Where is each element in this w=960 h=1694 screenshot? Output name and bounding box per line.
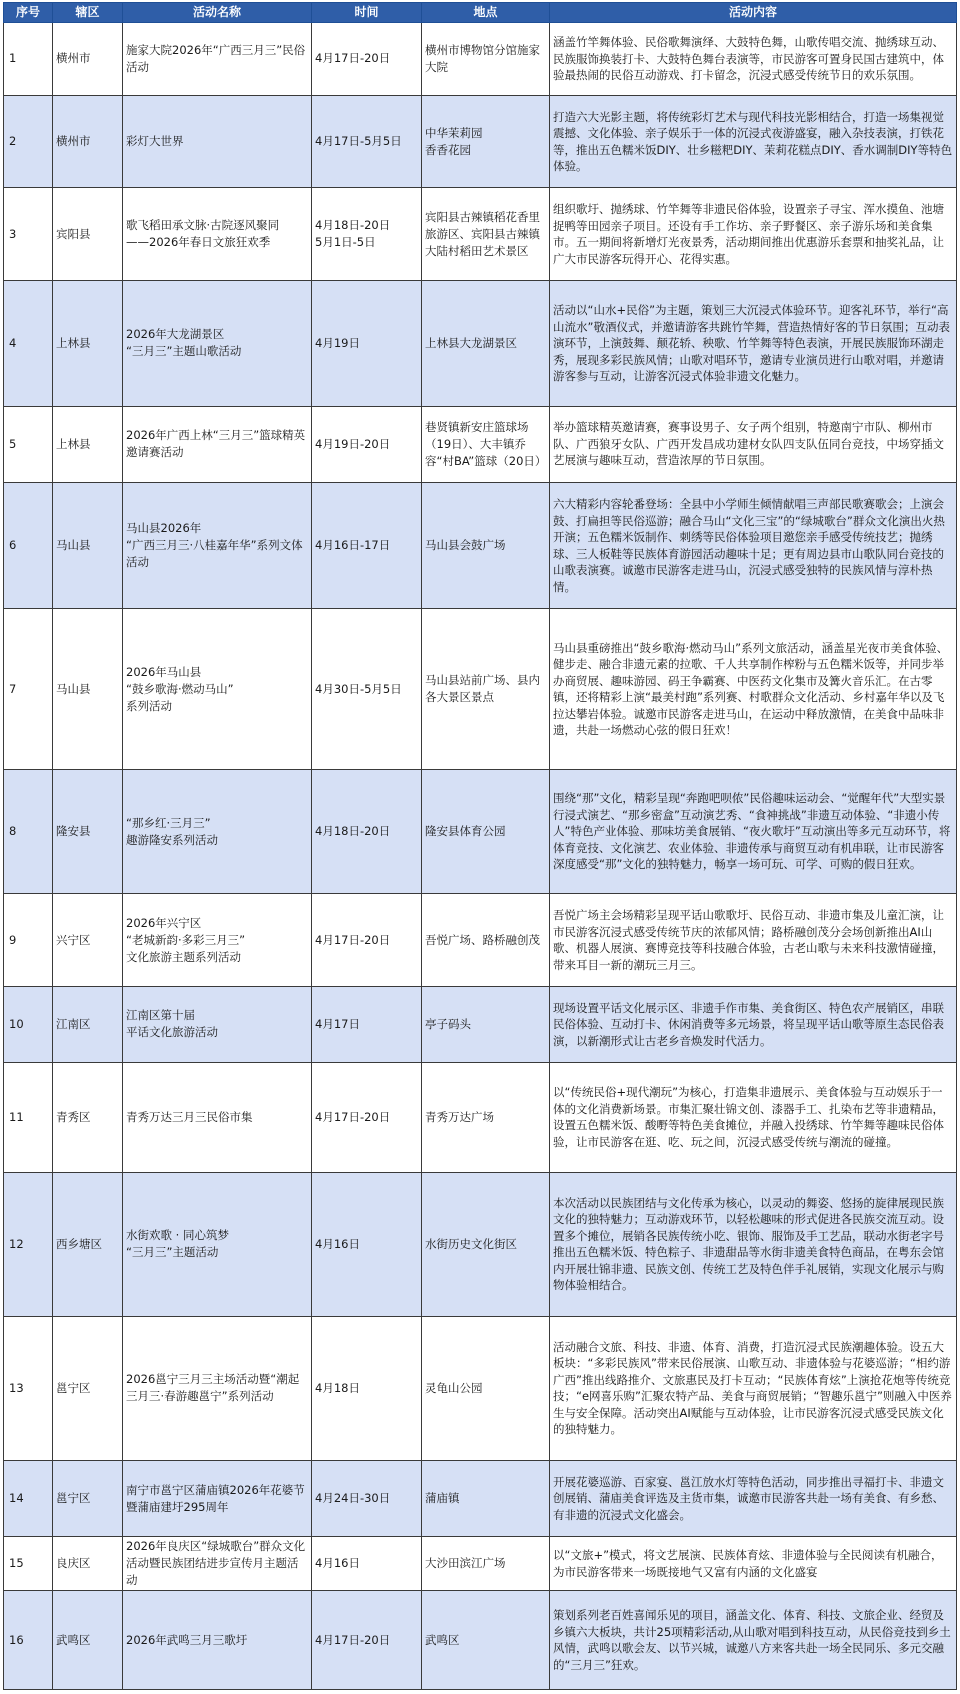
row-index: 9 [4, 894, 53, 987]
row-content: 策划系列老百姓喜闻乐见的项目，涵盖文化、体育、科技、文旅企业、经贸及乡镇六大板块，共计25项精彩活动,从山歌对唱到科技互动，从民俗竞技到乡土风情，武鸣以歌会友、以节兴城，诚邀八方来客共赴一场全民同乐、多元交融的“三月三”狂欢。 [550, 1591, 957, 1690]
row-index: 7 [4, 609, 53, 769]
row-index: 15 [4, 1537, 53, 1591]
row-content: 六大精彩内容轮番登场：全县中小学师生倾情献唱三声部民歌赛歌会；上演会鼓、打扁担等民俗巡游；融合马山“文化三宝”的“绿城歌台”群众文化演出火热开演；五色糯米饭制作、刺绣等民俗体验项目邀您亲手感受传统技艺；抛绣球、三人板鞋等民族体育游园活动趣味十足；更有周边县市山歌队同台竞技的山歌表演赛。诚邀市民游客走进马山，沉浸式感受独特的民族风情与淳朴热情。 [550, 482, 957, 609]
row-time: 4月17日-20日 [312, 1591, 422, 1690]
row-place: 吾悦广场、路桥融创茂 [422, 894, 550, 987]
row-district: 兴宁区 [53, 894, 123, 987]
table-body [4, 23, 957, 1690]
row-activity-name: 马山县2026年 “广西三月三·八桂嘉年华”系列文体活动 [123, 482, 312, 609]
table-row [4, 1591, 957, 1690]
row-time: 4月17日 [312, 986, 422, 1062]
row-activity-name: 歌飞稻田承文脉·古院逐风聚同 ——2026年春日文旅狂欢季 [123, 188, 312, 281]
table-row [4, 188, 957, 281]
row-index: 12 [4, 1173, 53, 1317]
row-district: 马山县 [53, 609, 123, 769]
header-place: 地点 [422, 3, 550, 23]
table-row [4, 986, 957, 1062]
row-activity-name: 2026年广西上林“三月三”篮球精英邀请赛活动 [123, 406, 312, 482]
row-time: 4月18日-20日 [312, 769, 422, 894]
row-activity-name: 2026年武鸣三月三歌圩 [123, 1591, 312, 1690]
row-index: 13 [4, 1316, 53, 1461]
row-place: 水街历史文化街区 [422, 1173, 550, 1317]
row-activity-name: 水街欢歌 · 同心筑梦 “三月三”主题活动 [123, 1173, 312, 1317]
row-content: 围绕“那”文化，精彩呈现“奔跑吧呗侬”民俗趣味运动会、“觉醒年代”大型实景行浸式演艺、“那乡密盒”互动演艺秀、“食神挑战”非遗互动体验、“非遗小传人”特色产业体验、那味坊美食展销、“夜火歌圩”互动演出等多元互动环节，将体育竞技、文化演艺、农业体验、非遗传承与商贸互动有机串联，让市民游客深度感受“那”文化的独特魅力，畅享一场可玩、可学、可购的假日狂欢。 [550, 769, 957, 894]
row-district: 横州市 [53, 23, 123, 96]
row-district: 上林县 [53, 406, 123, 482]
header-time: 时间 [312, 3, 422, 23]
row-district: 邕宁区 [53, 1316, 123, 1461]
table-row [4, 95, 957, 188]
header-index: 序号 [4, 3, 53, 23]
row-time: 4月19日-20日 [312, 406, 422, 482]
header-row [4, 3, 957, 23]
row-place: 大沙田滨江广场 [422, 1537, 550, 1591]
row-content: 马山县重磅推出“鼓乡歌海·燃动马山”系列文旅活动，涵盖星光夜市美食体验、健步走、融合非遗元素的拉歌、千人共享制作榨粉与五色糯米饭等，并同步举办商贸展、趣味游园、码王争霸赛、中医药文化集市及篝火音乐汇。在古零镇，还将精彩上演“最美村跑”系列赛、村歌群众文化活动、乡村嘉年华以及飞拉达攀岩体验。诚邀市民游客走进马山，在运动中释放激情，在美食中品味非遗，共赴一场燃动心弦的假日狂欢！ [550, 609, 957, 769]
row-district: 良庆区 [53, 1537, 123, 1591]
row-place: 巷贤镇新安庄篮球场（19日）、大丰镇乔容“村BA”篮球（20日） [422, 406, 550, 482]
row-place: 横州市博物馆分馆施家大院 [422, 23, 550, 96]
row-time: 4月30日-5月5日 [312, 609, 422, 769]
row-place: 马山县站前广场、县内各大景区景点 [422, 609, 550, 769]
row-place: 中华茉莉园 香香花园 [422, 95, 550, 188]
row-content: 本次活动以民族团结与文化传承为核心，以灵动的舞姿、悠扬的旋律展现民族文化的独特魅力；互动游戏环节，以轻松趣味的形式促进各民族交流互动。设置多个摊位，展销各民族传统小吃、银饰、服饰及手工艺品，联动水街老字号推出五色糯米饭、特色粽子、非遗甜品等水街非遗美食特色商品，在粤东会馆内开展壮锦非遗、民族文创、传统工艺及特色伴手礼展销，实现文化展示与购物体验相结合。 [550, 1173, 957, 1317]
table-row [4, 1316, 957, 1461]
row-district: 宾阳县 [53, 188, 123, 281]
row-index: 11 [4, 1062, 53, 1172]
row-place: 武鸣区 [422, 1591, 550, 1690]
row-index: 5 [4, 406, 53, 482]
row-place: 宾阳县古辣镇稻花香里旅游区、宾阳县古辣镇大陆村稻田艺术景区 [422, 188, 550, 281]
row-activity-name: 2026年马山县 “鼓乡歌海·燃动马山” 系列活动 [123, 609, 312, 769]
row-activity-name: 施家大院2026年“广西三月三”民俗活动 [123, 23, 312, 96]
row-activity-name: 南宁市邕宁区蒲庙镇2026年花婆节暨蒲庙建圩295周年 [123, 1461, 312, 1537]
row-activity-name: 彩灯大世界 [123, 95, 312, 188]
row-place: 上林县大龙湖景区 [422, 280, 550, 406]
row-time: 4月19日 [312, 280, 422, 406]
row-activity-name: 2026邕宁三月三主场活动暨“潮起三月三·春游趣邕宁”系列活动 [123, 1316, 312, 1461]
row-index: 4 [4, 280, 53, 406]
row-time: 4月18日 [312, 1316, 422, 1461]
row-time: 4月24日-30日 [312, 1461, 422, 1537]
row-district: 西乡塘区 [53, 1173, 123, 1317]
row-index: 14 [4, 1461, 53, 1537]
header-activity-name: 活动名称 [123, 3, 312, 23]
row-activity-name: 江南区第十届 平话文化旅游活动 [123, 986, 312, 1062]
row-activity-name: 2026年大龙湖景区 “三月三”主题山歌活动 [123, 280, 312, 406]
row-time: 4月16日-17日 [312, 482, 422, 609]
row-content: 举办篮球精英邀请赛，赛事设男子、女子两个组别，特邀南宁市队、柳州市队、广西狼牙女队、广西开发昌成功建材女队四支队伍同台竞技，中场穿插文艺展演与趣味互动，营造浓厚的节日氛围。 [550, 406, 957, 482]
row-activity-name: 2026年兴宁区 “老城新韵·多彩三月三” 文化旅游主题系列活动 [123, 894, 312, 987]
row-district: 上林县 [53, 280, 123, 406]
row-time: 4月17日-20日 [312, 1062, 422, 1172]
row-content: 现场设置平话文化展示区、非遗手作市集、美食街区、特色农产展销区，串联民俗体验、互动打卡、休闲消费等多元场景，将呈现平话山歌等原生态民俗表演，以新潮形式让古老乡音焕发时代活力。 [550, 986, 957, 1062]
row-content: 打造六大光影主题，将传统彩灯艺术与现代科技光影相结合，打造一场集视觉震撼、文化体验、亲子娱乐于一体的沉浸式夜游盛宴，融入杂技表演，打铁花等，推出五色糯米饭DIY、壮乡糍粑DIY、茉莉花糕点DIY、香水调制DIY等特色体验。 [550, 95, 957, 188]
row-activity-name: “那乡红·三月三” 趣游隆安系列活动 [123, 769, 312, 894]
row-index: 10 [4, 986, 53, 1062]
row-place: 青秀万达广场 [422, 1062, 550, 1172]
table-row [4, 280, 957, 406]
row-time: 4月17日-5月5日 [312, 95, 422, 188]
row-content: 组织歌圩、抛绣球、竹竿舞等非遗民俗体验，设置亲子寻宝、浑水摸鱼、池塘捉鸭等田园亲子项目。还设有手工作坊、亲子野餐区、亲子游乐场和美食集市。五一期间将新增灯光夜景秀，活动期间推出优惠游乐套票和抽奖礼品，让广大市民游客玩得开心、花得实惠。 [550, 188, 957, 281]
table-row [4, 1062, 957, 1172]
row-index: 8 [4, 769, 53, 894]
row-place: 蒲庙镇 [422, 1461, 550, 1537]
row-content: 以“文旅+”模式，将文艺展演、民族体育炫、非遗体验与全民阅读有机融合，为市民游客带来一场既接地气又富有内涵的文化盛宴 [550, 1537, 957, 1591]
table-row [4, 1537, 957, 1591]
table-row [4, 406, 957, 482]
table-row [4, 609, 957, 769]
row-district: 邕宁区 [53, 1461, 123, 1537]
table-row [4, 482, 957, 609]
table-row [4, 769, 957, 894]
header-district: 辖区 [53, 3, 123, 23]
row-district: 江南区 [53, 986, 123, 1062]
row-content: 涵盖竹竿舞体验、民俗歌舞演绎、大鼓特色舞，山歌传唱交流、抛绣球互动、民族服饰换装打卡、大鼓特色舞台表演等，市民游客可置身民国古建筑中，体验最热闹的民俗互动游戏、打卡留念，沉浸式感受传统节日的欢乐氛围。 [550, 23, 957, 96]
row-content: 吾悦广场主会场精彩呈现平话山歌歌圩、民俗互动、非遗市集及儿童汇演，让市民游客沉浸式感受传统节庆的浓郁风情；路桥融创茂分会场创新推出AI山歌、机器人展演、赛博竞技等科技融合体验，古老山歌与未来科技激情碰撞，带来耳目一新的潮玩三月三。 [550, 894, 957, 987]
table-row [4, 894, 957, 987]
table-row [4, 23, 957, 96]
table-row [4, 1461, 957, 1537]
row-district: 隆安县 [53, 769, 123, 894]
row-time: 4月16日 [312, 1173, 422, 1317]
row-content: 以“传统民俗+现代潮玩”为核心，打造集非遗展示、美食体验与互动娱乐于一体的文化消费新场景。市集汇聚壮锦文创、漆器手工、扎染布艺等非遗精品，设置五色糯米饭、酸嘢等特色美食摊位，并融入投绣球、竹竿舞等趣味民俗体验，让市民游客在逛、吃、玩之间，沉浸式感受传统与潮流的碰撞。 [550, 1062, 957, 1172]
row-index: 2 [4, 95, 53, 188]
header-content: 活动内容 [550, 3, 957, 23]
row-index: 1 [4, 23, 53, 96]
row-district: 马山县 [53, 482, 123, 609]
table-row [4, 1173, 957, 1317]
row-time: 4月16日 [312, 1537, 422, 1591]
row-place: 亭子码头 [422, 986, 550, 1062]
row-place: 灵龟山公园 [422, 1316, 550, 1461]
row-district: 横州市 [53, 95, 123, 188]
row-place: 马山县会鼓广场 [422, 482, 550, 609]
row-index: 16 [4, 1591, 53, 1690]
row-index: 6 [4, 482, 53, 609]
row-place: 隆安县体育公园 [422, 769, 550, 894]
row-content: 开展花婆巡游、百家宴、邕江放水灯等特色活动，同步推出寻福打卡、非遗文创展销、蒲庙美食评选及主货市集，诚邀市民游客共赴一场有美食、有乡愁、有非遗的沉浸式文化盛会。 [550, 1461, 957, 1537]
table-header [4, 3, 957, 23]
row-district: 武鸣区 [53, 1591, 123, 1690]
row-index: 3 [4, 188, 53, 281]
row-district: 青秀区 [53, 1062, 123, 1172]
row-content: 活动融合文旅、科技、非遗、体育、消费，打造沉浸式民族潮趣体验。设五大板块：“多彩民族风”带来民俗展演、山歌互动、非遗体验与花婆巡游；“相约游广西”推出线路推介、文旅惠民及打卡互动；“民族体育炫”上演抢花炮等传统竞技；“e网喜乐购”汇聚农特产品、美食与商贸展销；“智趣乐邕宁”则融入中医养生与安全保障。活动突出AI赋能与互动体验，让市民游客沉浸式感受民族文化的独特魅力。 [550, 1316, 957, 1461]
row-content: 活动以“山水+民俗”为主题，策划三大沉浸式体验环节。迎客礼环节，举行“高山流水”敬酒仪式，并邀请游客共跳竹竿舞，营造热情好客的节日氛围；互动表演环节，上演鼓舞、颠花轿、秧歌、竹竿舞等特色表演，开展民族服饰环湖走秀，展现多彩民族风情；山歌对唱环节，邀请专业演员进行山歌对唱，并邀请游客参与互动，让游客沉浸式体验非遗文化魅力。 [550, 280, 957, 406]
row-time: 4月18日-20日 5月1日-5日 [312, 188, 422, 281]
row-time: 4月17日-20日 [312, 23, 422, 96]
activity-table [3, 2, 957, 1690]
row-activity-name: 2026年良庆区“绿城歌台”群众文化活动暨民族团结进步宣传月主题活动 [123, 1537, 312, 1591]
row-activity-name: 青秀万达三月三民俗市集 [123, 1062, 312, 1172]
row-time: 4月17日-20日 [312, 894, 422, 987]
